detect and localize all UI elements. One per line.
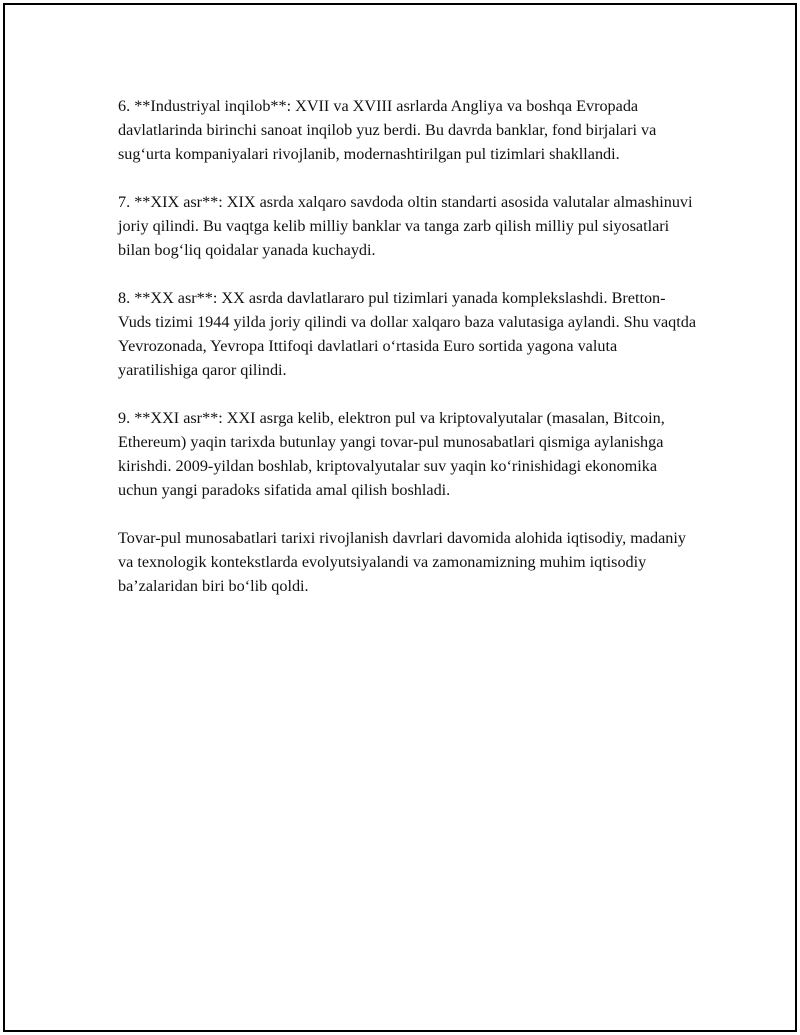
paragraph-conclusion: Tovar-pul munosabatlari tarixi rivojlanish davrlari davomida alohida iqtisodiy, madaniy va texnologik kontekstlarda evolyutsiyalandi va zamonamizning muhim iqtisodiy ba’zalaridan biri bo‘lib qoldi. <box>118 529 686 595</box>
paragraph-20th-century: 8. **XX asr**: XX asrda davlatlararo pul tizimlari yanada komplekslashdi. Bretton-Vuds tizimi 1944 yilda joriy qilindi va dollar xalqaro baza valutasiga aylandi. Shu vaqtda Yevrozonada, Yevropa Ittifoqi davlatlari o‘rtasida Euro sortida yagona valuta yaratilishiga qaror qilindi. <box>118 289 697 379</box>
paragraph-19th-century: 7. **XIX asr**: XIX asrda xalqaro savdoda oltin standarti asosida valutalar almashinuvi joriy qilindi. Bu vaqtga kelib milliy banklar va tanga zarb qilish milliy pul siyosatlari bilan bog‘liq qoidalar yanada kuchaydi. <box>118 193 693 259</box>
paragraph-21st-century: 9. **XXI asr**: XXI asrga kelib, elektron pul va kriptovalyutalar (masalan, Bitcoin, Ethereum) yaqin tarixda butunlay yangi tovar-pul munosabatlari qismiga aylanishga kirishdi. 2009-yildan boshlab, kriptovalyutalar suv yaqin ko‘rinishidagi ekonomika uchun yangi paradoks sifatida amal qilish boshladi. <box>118 409 665 499</box>
document-body <box>118 94 698 598</box>
paragraph-industrial-revolution: 6. **Industriyal inqilob**: XVII va XVIII asrlarda Angliya va boshqa Evropada davlatlarinda birinchi sanoat inqilob yuz berdi. Bu davrda banklar, fond birjalari va sug‘urta kompaniyalari rivojlanib, modernashtirilgan pul tizimlari shakllandi. <box>118 97 657 163</box>
